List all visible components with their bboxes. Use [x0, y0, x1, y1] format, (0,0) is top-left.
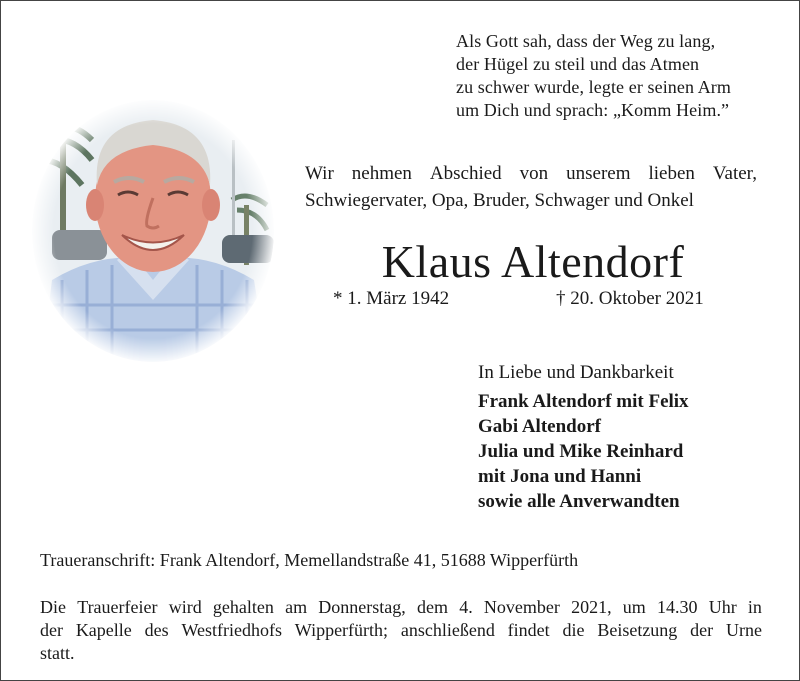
service-word: die — [562, 620, 585, 640]
mourner-name: mit Jona und Hanni — [478, 466, 642, 487]
farewell-word: unserem — [566, 163, 631, 184]
farewell-word: Vater, — [712, 163, 757, 184]
death-date: † 20. Oktober 2021 — [556, 288, 704, 309]
mourning-address: Traueranschrift: Frank Altendorf, Memellandstraße 41, 51688 Wipperfürth — [40, 550, 579, 570]
service-word: findet — [507, 620, 550, 640]
mourner-name: Julia und Mike Reinhard — [478, 441, 684, 462]
farewell-word: lieben — [648, 163, 695, 184]
service-word: Die — [40, 597, 66, 617]
poem — [456, 30, 731, 122]
service-word: dem — [416, 597, 448, 617]
farewell-word: nehmen — [351, 163, 412, 184]
service-word: anschließend — [400, 620, 495, 640]
service-line: statt. — [40, 643, 75, 663]
service-word: Westfriedhofs — [181, 620, 282, 640]
birth-date: * 1. März 1942 — [333, 288, 450, 309]
service-word: am — [285, 597, 308, 617]
service-word: Urne — [725, 620, 762, 640]
service-word: 4. — [459, 597, 473, 617]
service-word: Donnerstag, — [318, 597, 406, 617]
service-word: Trauerfeier — [77, 597, 158, 617]
service-word: um — [622, 597, 646, 617]
deceased-name: Klaus Altendorf — [381, 236, 685, 287]
funeral-service-text — [40, 596, 762, 665]
service-word: Beisetzung — [597, 620, 678, 640]
mourners-block — [478, 360, 689, 514]
service-word: Uhr — [708, 597, 737, 617]
mourners-intro: In Liebe und Dankbarkeit — [478, 362, 674, 383]
service-line — [40, 596, 762, 619]
service-word: in — [747, 597, 762, 617]
mourner-name: Frank Altendorf mit Felix — [478, 391, 689, 412]
farewell-line: Schwiegervater, Opa, Bruder, Schwager und Onkel — [305, 190, 694, 211]
farewell-line — [305, 160, 757, 187]
farewell-text — [305, 160, 757, 214]
poem-line: zu schwer wurde, legte er seinen Arm — [456, 77, 731, 97]
service-word: der — [40, 620, 63, 640]
service-word: November — [483, 597, 560, 617]
farewell-word: Wir — [305, 163, 334, 184]
service-line — [40, 619, 762, 642]
service-word: gehalten — [212, 597, 274, 617]
portrait-photo — [32, 100, 274, 362]
service-word: des — [144, 620, 169, 640]
service-word: 2021, — [571, 597, 612, 617]
poem-line: um Dich und sprach: „Komm Heim.” — [456, 100, 730, 120]
poem-line: der Hügel zu steil und das Atmen — [456, 54, 700, 74]
poem-line: Als Gott sah, dass der Weg zu lang, — [456, 31, 716, 51]
farewell-word: von — [519, 163, 549, 184]
service-word: Wipperfürth; — [294, 620, 389, 640]
mourners-list — [478, 389, 689, 514]
service-word: der — [690, 620, 714, 640]
mourner-name: sowie alle Anverwandten — [478, 491, 680, 512]
service-word: 14.30 — [657, 597, 698, 617]
service-word: Kapelle — [75, 620, 132, 640]
farewell-word: Abschied — [429, 163, 502, 184]
mourner-name: Gabi Altendorf — [478, 416, 601, 437]
service-word: wird — [168, 597, 202, 617]
